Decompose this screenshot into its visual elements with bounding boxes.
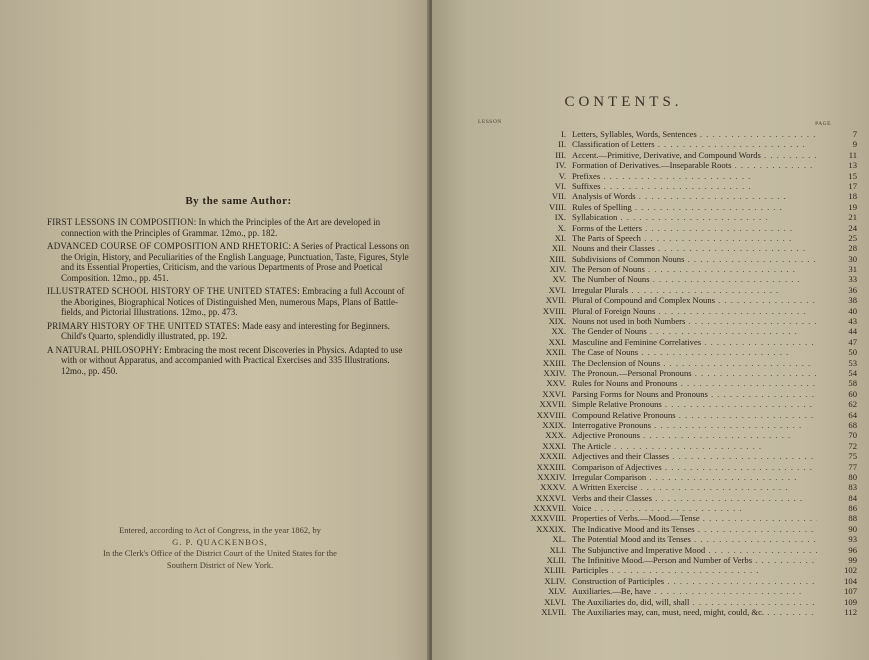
lesson-title: Analysis of Words . . (572, 191, 817, 201)
page-number: 80 (848, 471, 857, 482)
page-number: 102 (844, 565, 857, 576)
lesson-title: Syllabication . . (572, 212, 817, 222)
lesson-number: XXXVII. (533, 503, 566, 514)
book-entry (47, 345, 410, 377)
lesson-number: XLII. (546, 555, 566, 566)
lesson-title: Simple Relative Pronouns . . (572, 399, 817, 409)
page-number: 43 (848, 316, 857, 327)
lesson-title: Interrogative Pronouns . . (572, 420, 817, 430)
book-description: : Made easy and interesting for Beginners. Child's Quarto, splendidly illustrated, pp. 192. (61, 320, 390, 341)
contents-row (478, 171, 859, 181)
page-number: 30 (848, 253, 857, 264)
lesson-number: III. (555, 149, 566, 160)
copyright-line: Southern District of New York. (166, 559, 274, 570)
lesson-title: Prefixes . . (572, 171, 817, 181)
lesson-number: XXXII. (539, 451, 566, 462)
copyright-line: G. P. QUACKENBOS, (172, 536, 268, 547)
right-page (432, 0, 869, 660)
contents-row (478, 191, 859, 201)
lesson-title: Rules of Spelling . . (572, 202, 817, 212)
page-number: 112 (844, 606, 857, 617)
page-number: 44 (848, 326, 857, 337)
lesson-number: XXII. (545, 347, 566, 358)
page-number: 18 (848, 191, 857, 202)
page-number: 72 (848, 440, 857, 451)
by-author-heading: By the same Author: (185, 195, 292, 207)
lesson-title: Plural of Compound and Complex Nouns . . (572, 295, 817, 305)
lesson-number: XL. (552, 534, 566, 545)
copyright-notice (60, 525, 380, 571)
lesson-number: XVIII. (542, 305, 566, 316)
page-column-header: PAGE (815, 121, 831, 127)
page-number: 75 (848, 451, 857, 462)
page-number: 54 (848, 367, 857, 378)
page-number: 58 (848, 378, 857, 389)
lesson-column-header: LESSON (478, 119, 502, 125)
contents-row (478, 212, 859, 222)
contents-row (478, 378, 859, 388)
lesson-number: XII. (551, 243, 566, 254)
lesson-title: Participles . . (572, 565, 817, 575)
lesson-number: VIII. (549, 201, 566, 212)
lesson-title: The Case of Nouns . . (572, 347, 817, 357)
page-number: 109 (844, 596, 857, 607)
contents-row (478, 358, 859, 368)
page-number: 24 (848, 222, 857, 233)
book-entry (47, 217, 410, 238)
lesson-number: XXVII. (539, 399, 566, 410)
lesson-title: Masculine and Feminine Correlatives . . (572, 337, 817, 347)
contents-row (478, 597, 859, 607)
page-number: 21 (848, 212, 857, 223)
book-title: FIRST LESSONS IN COMPOSITION (47, 217, 194, 227)
contents-row (478, 399, 859, 409)
page-number: 31 (848, 264, 857, 275)
page-number: 13 (848, 160, 857, 171)
contents-row (478, 513, 859, 523)
contents-row (478, 420, 859, 430)
contents-row (478, 410, 859, 420)
contents-row (478, 565, 859, 575)
lesson-title: Parsing Forms for Nouns and Pronouns . . (572, 389, 817, 399)
lesson-number: XI. (554, 232, 566, 243)
page-number: 93 (848, 534, 857, 545)
lesson-number: XLI. (549, 544, 566, 555)
lesson-number: XVII. (545, 295, 566, 306)
lesson-number: XIII. (549, 253, 566, 264)
lesson-number: XXIII. (542, 357, 566, 368)
book-entry (47, 241, 410, 283)
page-number: 19 (848, 201, 857, 212)
lesson-number: IV. (555, 160, 566, 171)
page-number: 83 (848, 482, 857, 493)
lesson-number: XXIX. (542, 419, 566, 430)
book-description: : Embracing a full Account of the Aborigines, Biographical Notices of Distinguished Men, numerous Maps, Plans of Battle-fields, and Pictorial Illustrations. 12mo., pp. 473. (61, 286, 405, 317)
contents-title: CONTENTS. (564, 94, 683, 110)
page-number: 86 (848, 503, 857, 514)
lesson-number: XXV. (546, 378, 566, 389)
contents-row (478, 586, 859, 596)
lesson-number: XX. (551, 326, 566, 337)
lesson-title: The Potential Mood and its Tenses . . (572, 534, 817, 544)
lesson-title: Forms of the Letters . . (572, 223, 817, 233)
lesson-title: The Article . . (572, 441, 817, 451)
contents-row (478, 160, 859, 170)
page-number: 84 (848, 492, 857, 503)
page-number: 96 (848, 544, 857, 555)
lesson-title: Irregular Plurals . . (572, 285, 817, 295)
lesson-title: Construction of Participles . . (572, 576, 817, 586)
contents-row (478, 493, 859, 503)
contents-row (478, 534, 859, 544)
lesson-title: Letters, Syllables, Words, Sentences . . (572, 129, 817, 139)
lesson-title: Nouns and their Classes . . (572, 243, 817, 253)
lesson-title: Plural of Foreign Nouns . . (572, 306, 817, 316)
contents-row (478, 306, 859, 316)
page-number: 38 (848, 295, 857, 306)
page-number: 88 (848, 513, 857, 524)
lesson-number: VII. (551, 191, 566, 202)
book-title: ILLUSTRATED SCHOOL HISTORY OF THE UNITED STATES (47, 286, 298, 296)
lesson-title: Compound Relative Pronouns . . (572, 410, 817, 420)
page-number: 7 (852, 129, 857, 139)
lesson-number: XLVII. (541, 606, 566, 617)
page-number: 47 (848, 336, 857, 347)
lesson-title: Voice . . (572, 503, 817, 513)
page-number: 62 (848, 399, 857, 410)
book-description: : Embracing the most recent Discoveries in Physics. Adapted to use with or without Apparatus, and accompanied with Practical Exercises and 335 Illustrations. 12mo., pp. 450. (61, 344, 403, 376)
lesson-number: XXXIX. (536, 523, 566, 534)
contents-row (478, 243, 859, 253)
contents-row (478, 139, 859, 149)
lesson-number: XXVI. (542, 388, 566, 399)
lesson-title: The Subjunctive and Imperative Mood . . (572, 545, 817, 555)
page-number: 64 (848, 409, 857, 420)
copyright-line: Entered, according to Act of Congress, in the year 1862, by (119, 525, 321, 535)
lesson-number: X. (557, 222, 566, 233)
lesson-title: The Indicative Mood and its Tenses . . (572, 524, 817, 534)
lesson-title: Adjectives and their Classes . . (572, 451, 817, 461)
contents-row (478, 316, 859, 326)
lesson-title: Suffixes . . (572, 181, 817, 191)
lesson-title: Adjective Pronouns . . (572, 430, 817, 440)
contents-row (478, 430, 859, 440)
contents-list (478, 129, 859, 617)
lesson-number: XXXIII. (536, 461, 566, 472)
contents-row (478, 274, 859, 284)
page-number: 36 (848, 284, 857, 295)
lesson-title: Accent.—Primitive, Derivative, and Compound Words . . (572, 150, 817, 160)
page-number: 77 (848, 461, 857, 472)
column-headers (478, 119, 859, 129)
lesson-title: The Auxiliaries may, can, must, need, might, could, &c. . . (572, 607, 817, 617)
page-number: 68 (848, 419, 857, 430)
lesson-title: The Declension of Nouns . . (572, 358, 817, 368)
contents-row (478, 347, 859, 357)
lesson-number: XXVIII. (536, 409, 566, 420)
lesson-number: XXI. (548, 336, 566, 347)
page-number: 107 (844, 586, 857, 597)
book-description: : In which the Principles of the Art are developed in connection with the Principles of Grammar. 12mo., pp. 182. (61, 217, 381, 238)
book-list (47, 217, 410, 376)
lesson-number: XXX. (545, 430, 566, 441)
lesson-number: XIV. (549, 264, 566, 275)
contents-row (478, 223, 859, 233)
contents-row (478, 482, 859, 492)
contents-row (478, 503, 859, 513)
book-title: PRIMARY HISTORY OF THE UNITED STATES (47, 320, 238, 331)
lesson-number: XXXVI. (536, 492, 566, 503)
lesson-title: The Infinitive Mood.—Person and Number of Verbs . . (572, 555, 817, 565)
lesson-title: Subdivisions of Common Nouns . . (572, 254, 817, 264)
book-title: A NATURAL PHILOSOPHY (47, 344, 160, 355)
page-number: 90 (848, 523, 857, 534)
contents-row (478, 337, 859, 347)
lesson-title: The Number of Nouns . . (572, 274, 817, 284)
contents-row (478, 389, 859, 399)
book-title: ADVANCED COURSE OF COMPOSITION AND RHETORIC (47, 241, 289, 251)
contents-row (478, 254, 859, 264)
contents-row (478, 285, 859, 295)
lesson-title: The Gender of Nouns . . (572, 326, 817, 336)
page-number: 25 (848, 232, 857, 243)
contents-row (478, 129, 859, 139)
contents-row (478, 368, 859, 378)
lesson-title: Rules for Nouns and Pronouns . . (572, 378, 817, 388)
lesson-title: The Parts of Speech . . (572, 233, 817, 243)
lesson-title: Formation of Derivatives.—Inseparable Roots . . (572, 160, 817, 170)
page-number: 70 (848, 430, 857, 441)
lesson-title: The Auxiliaries do, did, will, shall . . (572, 597, 817, 607)
lesson-number: XXXI. (542, 440, 566, 451)
lesson-number: V. (558, 170, 566, 181)
lesson-title: Nouns not used in both Numbers . . (572, 316, 817, 326)
contents-row (478, 326, 859, 336)
lesson-number: II. (558, 139, 566, 150)
contents-row (478, 545, 859, 555)
page-number: 104 (844, 575, 857, 586)
lesson-number: XLV. (548, 586, 566, 597)
copyright-line: In the Clerk's Office of the District Court of the United States for the (103, 548, 337, 558)
lesson-number: XLIV. (544, 575, 566, 586)
contents-row (478, 202, 859, 212)
lesson-number: XV. (552, 274, 566, 285)
page-number: 33 (848, 274, 857, 285)
lesson-number: XXXVIII. (530, 513, 566, 524)
page-number: 15 (848, 170, 857, 181)
contents-row (478, 264, 859, 274)
contents-row (478, 233, 859, 243)
lesson-title: Classification of Letters . . (572, 139, 817, 149)
contents-row (478, 555, 859, 565)
lesson-title: The Pronoun.—Personal Pronouns . . (572, 368, 817, 378)
lesson-number: VI. (554, 180, 566, 191)
contents-row (478, 295, 859, 305)
contents-row (478, 524, 859, 534)
lesson-number: XXXIV. (537, 471, 566, 482)
page-number: 99 (848, 555, 857, 566)
page-number: 53 (848, 357, 857, 368)
contents-row (478, 462, 859, 472)
contents-row (478, 472, 859, 482)
lesson-number: XIX. (548, 316, 566, 327)
lesson-number: IX. (554, 212, 566, 223)
lesson-title: The Person of Nouns . . (572, 264, 817, 274)
lesson-title: Properties of Verbs.—Mood.—Tense . . (572, 513, 817, 523)
lesson-number: XVI. (548, 284, 566, 295)
lesson-number: XLVI. (544, 596, 566, 607)
lesson-title: Irregular Comparison . . (572, 472, 817, 482)
page-number: 28 (848, 243, 857, 254)
contents-row (478, 576, 859, 586)
contents-row (478, 150, 859, 160)
lesson-number: I. (560, 129, 566, 139)
book-entry (47, 286, 410, 318)
book-entry (47, 321, 410, 342)
lesson-number: XXIV. (543, 367, 566, 378)
page-number: 17 (848, 180, 857, 191)
contents-row (478, 451, 859, 461)
page-number: 40 (848, 305, 857, 316)
left-page (0, 0, 430, 660)
page-number: 9 (852, 139, 857, 150)
lesson-title: Auxiliaries.—Be, have . . (572, 586, 817, 596)
page-number: 11 (848, 149, 857, 160)
lesson-number: XLIII. (543, 565, 566, 576)
lesson-title: A Written Exercise . . (572, 482, 817, 492)
lesson-title: Comparison of Adjectives . . (572, 462, 817, 472)
contents-row (478, 441, 859, 451)
contents-row (478, 181, 859, 191)
lesson-number: XXXV. (540, 482, 566, 493)
contents-row (478, 607, 859, 617)
lesson-title: Verbs and their Classes . . (572, 493, 817, 503)
page-number: 60 (848, 388, 857, 399)
page-number: 50 (848, 347, 857, 358)
book-description: : A Series of Practical Lessons on the Origin, History, and Peculiarities of the English Language, Punctuation, Taste, Figures, Style and its Essential Properties, Criticism, and the various Departments of Prose and Poetical Composition. 12mo., pp. 451. (61, 241, 410, 283)
